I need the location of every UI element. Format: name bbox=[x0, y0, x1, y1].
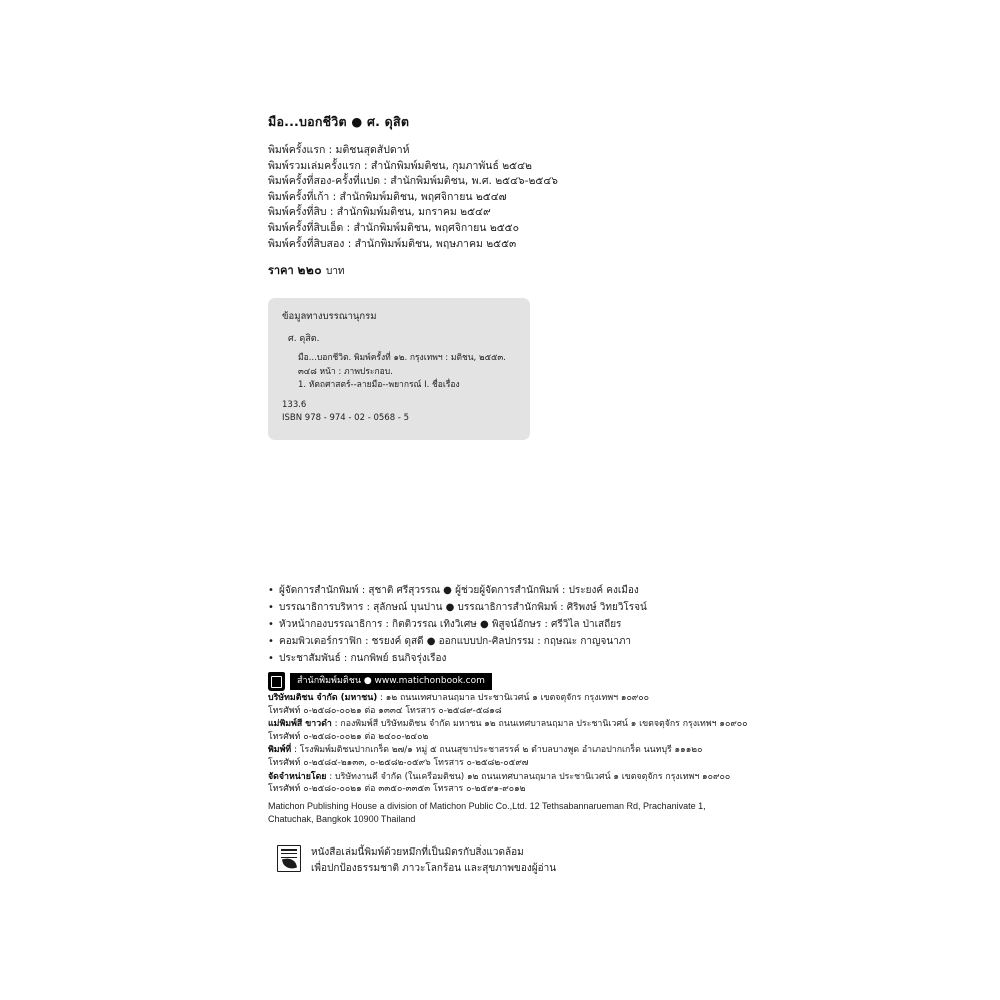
print-history-item: พิมพ์ครั้งที่สอง-ครั้งที่แปด : สำนักพิมพ์มติชน, พ.ศ. ๒๕๔๖-๒๕๔๖ bbox=[268, 175, 558, 188]
colophon-main-block bbox=[268, 112, 788, 440]
imprint-value: : กองพิมพ์สี บริษัทมติชน จำกัด มหาชน ๑๒ ถนนเทศบาลนฤมาล ประชานิเวศน์ ๑ เขตจตุจักร กรุงเทพฯ ๑๐๙๐๐ bbox=[331, 719, 748, 730]
price-amount: ๒๒๐ bbox=[297, 263, 323, 278]
price-line bbox=[268, 261, 788, 280]
print-history-item: พิมพ์ครั้งที่สิบเอ็ด : สำนักพิมพ์มติชน, พฤศจิกายน ๒๕๕๐ bbox=[268, 221, 520, 234]
imprint-entry-printer bbox=[268, 744, 868, 769]
print-history-item: พิมพ์รวมเล่มครั้งแรก : สำนักพิมพ์มติชน, กุมภาพันธ์ ๒๕๔๒ bbox=[268, 159, 532, 172]
print-history-item: พิมพ์ครั้งที่สิบสอง : สำนักพิมพ์มติชน, พฤษภาคม ๒๕๕๓ bbox=[268, 237, 517, 250]
printing-history-list bbox=[268, 143, 788, 252]
cip-data-box bbox=[268, 298, 530, 440]
publisher-website-tag[interactable]: สำนักพิมพ์มติชน ● www.matichonbook.com bbox=[290, 673, 492, 690]
credit-item: • ผู้จัดการสำนักพิมพ์ : สุชาติ ศรีสุวรรณ ● ผู้ช่วยผู้จัดการสำนักพิมพ์ : ประยงค์ คงเมือง bbox=[268, 582, 808, 599]
price-unit: บาท bbox=[325, 266, 345, 278]
imprint-label: จัดจำหน่ายโดย bbox=[268, 771, 327, 782]
cip-tail bbox=[282, 399, 516, 426]
imprint-line: โทรศัพท์ ๐-๒๕๘๐-๐๐๒๑ ต่อ ๑๓๓๔ โทรสาร ๐-๒๕๘๙-๕๘๑๘ bbox=[268, 705, 502, 716]
imprint-label: พิมพ์ที่ bbox=[268, 745, 292, 756]
eco-notice-line-1: หนังสือเล่มนี้พิมพ์ด้วยหมึกที่เป็นมิตรกับสิ่งแวดล้อม bbox=[311, 847, 524, 858]
imprint-line bbox=[268, 692, 868, 705]
cip-ddc: 133.6 bbox=[282, 399, 307, 410]
cip-isbn: ISBN 978 - 974 - 02 - 0568 - 5 bbox=[282, 413, 409, 424]
eco-notice-line-2: เพื่อปกป้องธรรมชาติ ภาวะโลกร้อน และสุขภาพของผู้อ่าน bbox=[311, 863, 557, 874]
imprint-line: โทรศัพท์ ๐-๒๕๘๔-๒๑๓๓, ๐-๒๕๘๒-๐๕๙๖ โทรสาร ๐-๒๕๘๒-๐๕๙๗ bbox=[268, 757, 529, 768]
eco-friendly-notice bbox=[277, 845, 556, 877]
publisher-bar bbox=[268, 672, 492, 691]
imprint-entry-company bbox=[268, 692, 868, 717]
cip-author: ศ. ดุสิต. bbox=[288, 334, 320, 345]
imprint-english-address: Matichon Publishing House a division of Matichon Public Co.,Ltd. 12 Tethsabannarueman Rd, Prachanivate 1, Chatuchak, Bangkok 10900 Thailand bbox=[268, 800, 706, 824]
eco-icon-lines bbox=[281, 849, 297, 857]
imprint-label: บริษัทมติชน จำกัด (มหาชน) bbox=[268, 693, 378, 703]
imprint-value: : โรงพิมพ์มติชนปากเกร็ด ๒๗/๑ หมู่ ๕ ถนนสุขาประชาสรรค์ ๒ ตำบลบางพูด อำเภอปากเกร็ด นนทบุรี ๑๑๑๒๐ bbox=[291, 745, 703, 756]
credit-item: • ประชาสัมพันธ์ : กนกพิพย์ ธนกิจรุ่งเรือง bbox=[268, 650, 808, 667]
imprint-line: โทรศัพท์ ๐-๒๕๘๐-๐๐๒๑ ต่อ ๒๔๐๐-๒๔๐๒ bbox=[268, 731, 429, 742]
imprint-entry-platemaker bbox=[268, 718, 868, 743]
credits-list bbox=[268, 582, 808, 667]
page-title: มือ...บอกชีวิต ● ศ. ดุสิต bbox=[268, 114, 410, 129]
price-label: ราคา bbox=[268, 264, 294, 278]
print-history-item: พิมพ์ครั้งที่สิบ : สำนักพิมพ์มติชน, มกราคม ๒๕๔๙ bbox=[268, 206, 491, 219]
imprint-line: โทรศัพท์ ๐-๒๕๘๐-๐๐๒๑ ต่อ ๓๓๕๐-๓๓๕๓ โทรสาร ๐-๒๕๙๑-๙๐๑๒ bbox=[268, 784, 526, 795]
print-history-item: พิมพ์ครั้งที่เก้า : สำนักพิมพ์มติชน, พฤศจิกายน ๒๕๔๗ bbox=[268, 190, 507, 203]
imprint-entry-distributor bbox=[268, 771, 868, 796]
cip-body bbox=[282, 352, 516, 393]
imprint-line bbox=[268, 744, 868, 757]
cip-body-line: มือ...บอกชีวิต. พิมพ์ครั้งที่ ๑๒. กรุงเทพฯ : มติชน, ๒๕๕๓. bbox=[298, 353, 506, 364]
imprint-label: แม่พิมพ์สี ขาวดำ bbox=[268, 719, 332, 730]
matichon-logo-icon bbox=[268, 672, 285, 691]
imprint-line bbox=[268, 771, 868, 784]
print-history-item: พิมพ์ครั้งแรก : มติชนสุดสัปดาห์ bbox=[268, 144, 410, 156]
credit-item: • หัวหน้ากองบรรณาธิการ : กิตติวรรณ เทิงวิเศษ ● พิสูจน์อักษร : ศรีวิไล ป่าเสถียร bbox=[268, 616, 808, 633]
eco-notice-text bbox=[311, 845, 556, 877]
imprint-line bbox=[268, 718, 868, 731]
imprint-value: : ๑๒ ถนนเทศบาลนฤมาล ประชานิเวศน์ ๑ เขตจตุจักร กรุงเทพฯ ๑๐๙๐๐ bbox=[377, 693, 649, 703]
eco-leaf-icon bbox=[277, 845, 301, 872]
imprint-block bbox=[268, 692, 868, 826]
cip-body-line: 1. หัตถศาสตร์--ลายมือ--พยากรณ์ I. ชื่อเรื่อง bbox=[298, 380, 460, 391]
credit-item: • คอมพิวเตอร์กราฟิก : ชรยงค์ ดุสดี ● ออกแบบปก-ศิลปกรรม : กฤษณะ กาญจนาภา bbox=[268, 633, 808, 650]
cip-heading: ข้อมูลทางบรรณานุกรม bbox=[282, 311, 377, 323]
imprint-value: : บริษัทงานดี จำกัด (ในเครือมติชน) ๑๒ ถนนเทศบาลนฤมาล ประชานิเวศน์ ๑ เขตจตุจักร กรุงเทพฯ ๑๐๙๐๐ bbox=[326, 771, 731, 782]
cip-body-line: ๓๔๘ หน้า : ภาพประกอบ. bbox=[298, 366, 393, 377]
credit-item: • บรรณาธิการบริหาร : สุลักษณ์ บุนปาน ● บรรณาธิการสำนักพิมพ์ : ศิริพงษ์ วิทยวิโรจน์ bbox=[268, 599, 808, 616]
eco-icon-leaf-shape bbox=[282, 856, 297, 869]
